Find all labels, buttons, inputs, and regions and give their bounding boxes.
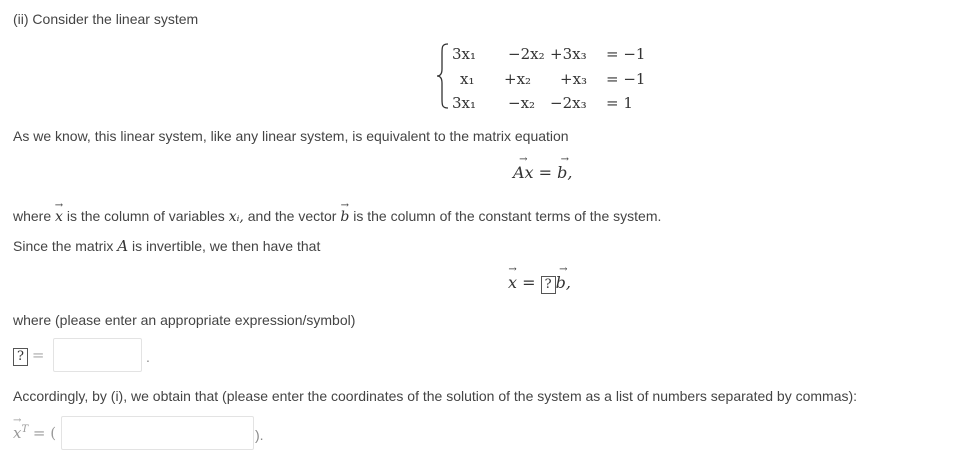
paragraph-variables bbox=[13, 208, 661, 225]
sys-r2-rhs: = −1 bbox=[606, 70, 646, 88]
sys-r1-c1: 3x₁ bbox=[452, 45, 477, 63]
coordinates-input[interactable] bbox=[61, 416, 254, 450]
answer1-equals: = bbox=[31, 346, 45, 364]
answer1-placeholder-box: ? bbox=[13, 348, 28, 366]
para2-t3: and the vector bbox=[247, 208, 337, 224]
para3-t1: Since the matrix bbox=[13, 238, 114, 254]
left-brace-icon bbox=[436, 43, 450, 109]
sys-r2-c3: +x₃ bbox=[560, 70, 588, 88]
answer2-trail: ). bbox=[255, 427, 264, 443]
xi-symbol: xᵢ, bbox=[228, 209, 244, 225]
eq2-lhs: → x bbox=[508, 273, 517, 292]
paragraph-invertible bbox=[13, 237, 320, 255]
sys-r3-rhs: = 1 bbox=[606, 94, 633, 112]
sys-r3-c1: 3x₁ bbox=[452, 94, 477, 112]
para2-t4: is the column of the constant terms of the system. bbox=[353, 208, 662, 224]
eq1-rhs: → b, bbox=[557, 163, 572, 182]
expression-input[interactable] bbox=[53, 338, 142, 372]
paragraph-enter-expression: where (please enter an appropriate expression/symbol) bbox=[13, 312, 356, 328]
para3-t2: is invertible, we then have that bbox=[132, 238, 321, 254]
paragraph-enter-coordinates: Accordingly, by (i), we obtain that (please enter the coordinates of the solution of the system as a list of numbers separated by commas): bbox=[13, 388, 858, 404]
sys-r1-c3: +3x₃ bbox=[550, 45, 587, 63]
answer2-sup: T bbox=[21, 424, 29, 435]
intro-text: (ii) Consider the linear system bbox=[13, 11, 199, 27]
sys-r3-c3: −2x₃ bbox=[550, 94, 587, 112]
eq1-lhs: → Ax bbox=[513, 163, 534, 182]
answer1-trail: . bbox=[146, 349, 150, 365]
answer1-label bbox=[13, 346, 44, 366]
para2-t1: where bbox=[13, 208, 52, 224]
matrix-a-symbol: A bbox=[117, 237, 129, 255]
sys-r2-c2: +x₂ bbox=[504, 70, 532, 88]
eq2-equals: = bbox=[522, 273, 536, 292]
inverse-equation bbox=[508, 273, 571, 294]
answer2-equals: = ( bbox=[32, 424, 57, 442]
para2-t2: is the column of variables bbox=[66, 208, 225, 224]
paragraph-matrix-equation: As we know, this linear system, like any linear system, is equivalent to the matrix equation bbox=[13, 128, 569, 144]
vector-b-symbol: → b bbox=[340, 209, 349, 225]
vector-x-symbol: → x bbox=[55, 209, 63, 225]
sys-r1-c2: −2x₂ bbox=[508, 45, 545, 63]
sys-r2-c1: x₁ bbox=[460, 70, 475, 88]
eq2-placeholder-box: ? bbox=[541, 276, 556, 294]
sys-r3-c2: −x₂ bbox=[508, 94, 536, 112]
matrix-equation: → Ax = → b, bbox=[513, 163, 573, 182]
answer2-lhs: → x bbox=[13, 424, 21, 442]
eq2-rhs: → b, bbox=[556, 273, 571, 292]
sys-r1-rhs: = −1 bbox=[606, 45, 646, 63]
answer2-label bbox=[13, 424, 56, 442]
